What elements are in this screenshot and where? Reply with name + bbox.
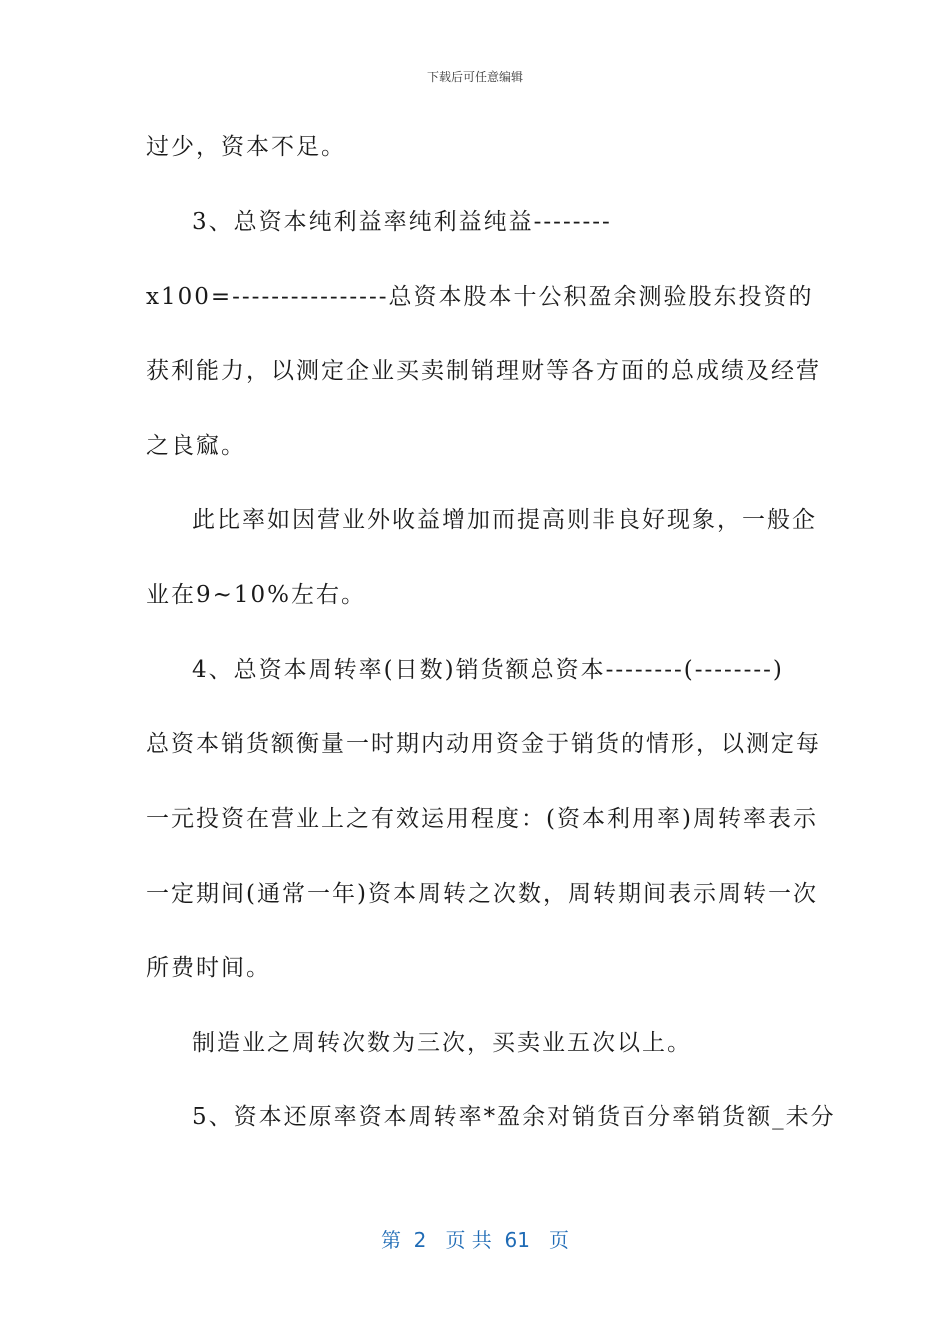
text-line: 所费时间。 <box>146 955 271 981</box>
text-line: 之良窳。 <box>146 433 246 459</box>
text-line: 5、资本还原率资本周转率*盈余对销货百分率销货额_未分 <box>192 1104 836 1130</box>
text-line: 一定期间(通常一年)资本周转之次数，周转期间表示周转一次 <box>146 881 818 907</box>
text-line: 4、总资本周转率(日数)销货额总资本--------(--------) <box>192 657 784 683</box>
text-line: 过少，资本不足。 <box>146 134 346 160</box>
text-line: 制造业之周转次数为三次，买卖业五次以上。 <box>192 1030 692 1056</box>
text-line: 业在9~10%左右。 <box>146 582 367 608</box>
header-note: 下载后可任意编辑 <box>426 70 523 84</box>
text-line: 3、总资本纯利益率纯利益纯益-------- <box>192 209 612 235</box>
text-line: 此比率如因营业外收益增加而提高则非良好现象，一般企 <box>192 507 817 533</box>
text-line: 总资本销货额衡量一时期内动用资金于销货的情形，以测定每 <box>146 731 821 757</box>
text-line: 获利能力，以测定企业买卖制销理财等各方面的总成绩及经营 <box>146 358 821 384</box>
page-number-footer: 第 2 页 共 61 页 <box>380 1228 570 1252</box>
text-line: x100=----------------总资本股本十公积盈余测验股东投资的 <box>146 284 814 310</box>
text-line: 一元投资在营业上之有效运用程度：(资本利用率)周转率表示 <box>146 806 818 832</box>
